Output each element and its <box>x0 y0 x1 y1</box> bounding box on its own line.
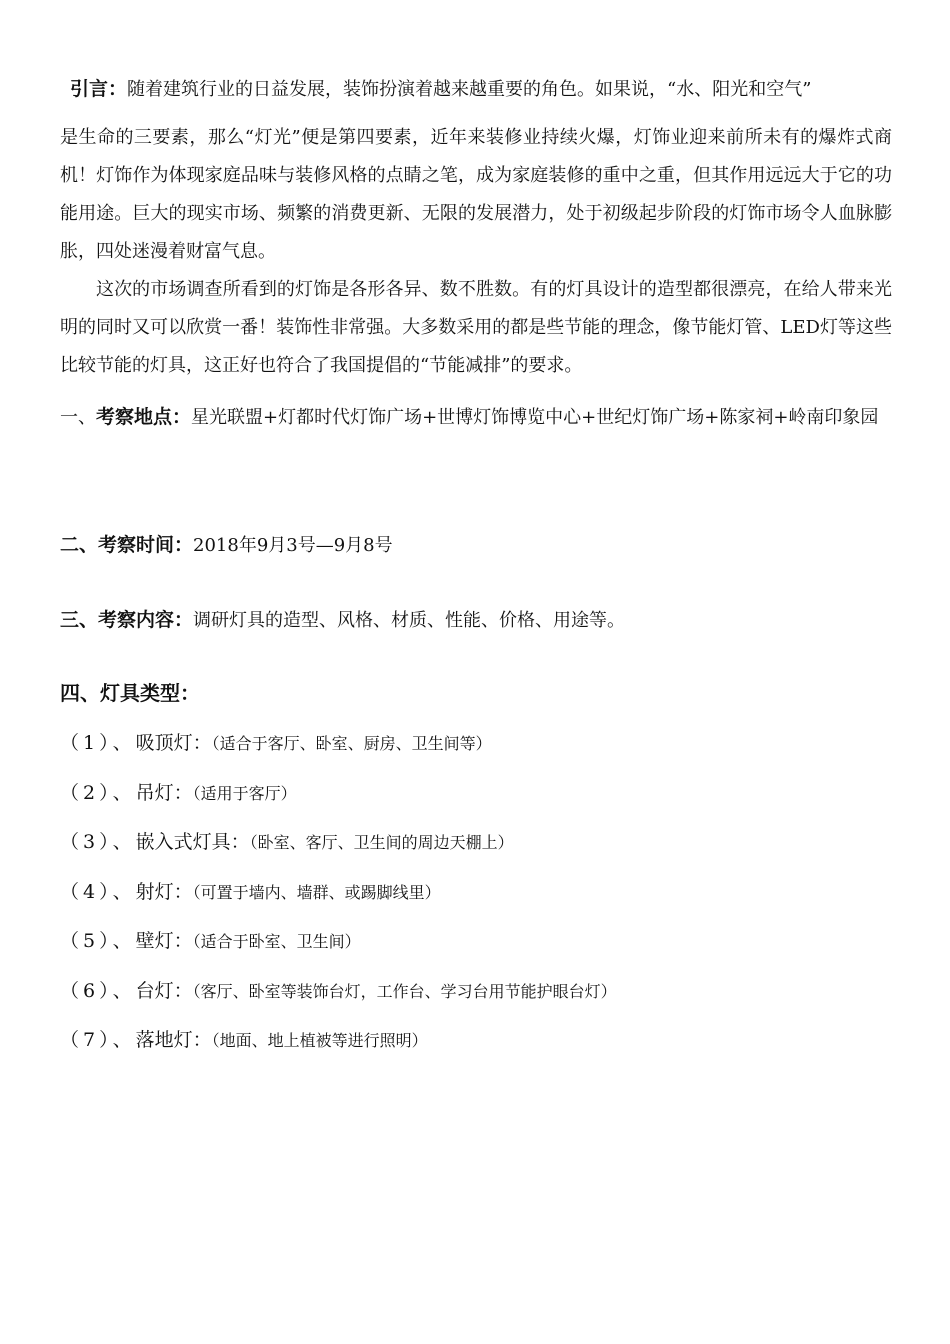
location-value: 星光联盟+灯都时代灯饰广场+世博灯饰博览中心+世纪灯饰广场+陈家祠+岭南印象园 <box>191 407 879 428</box>
section-time <box>60 527 900 564</box>
lamp-type-number: （3）、 <box>60 831 136 853</box>
lamp-type-name: 台灯： <box>135 979 193 1002</box>
lamp-type-note: （可置于墙内、墙群、或踢脚线里） <box>192 882 441 902</box>
intro-paragraph-2: 这次的市场调查所看到的灯饰是各形各异、数不胜数。有的灯具设计的造型都很漂亮，在给人带来光明的同时又可以欣赏一番！装饰性非常强。大多数采用的都是些节能的理念，像节能灯管、LED灯等这些比较节能的灯具，这正好也符合了我国提倡的“节能减排”的要求。 <box>60 279 892 376</box>
section-lamp-types <box>60 675 900 713</box>
list-item <box>60 777 900 827</box>
content-value: 调研灯具的造型、风格、材质、性能、价格、用途等。 <box>193 610 626 631</box>
lamp-type-name: 落地灯： <box>135 1029 212 1051</box>
lamp-type-note: （适合于卧室、卫生间） <box>192 932 361 951</box>
lamp-type-name: 射灯： <box>135 880 193 903</box>
intro-label: 引言： <box>70 78 128 100</box>
lamp-type-note: （客厅、卧室等装饰台灯，工作台、学习台用节能护眼台灯） <box>192 981 617 1001</box>
list-item <box>60 727 900 777</box>
lamp-type-list <box>60 727 900 1074</box>
lamp-type-number: （6）、 <box>60 979 136 1002</box>
lamp-type-note: （适合于客厅、卧室、厨房、卫生间等） <box>211 734 492 753</box>
lamp-type-name: 吸顶灯： <box>135 732 212 754</box>
intro-section <box>60 70 892 385</box>
content-label: 三、考察内容： <box>60 609 194 631</box>
list-item <box>60 975 900 1025</box>
time-label: 二、考察时间： <box>60 534 194 556</box>
lamp-type-number: （1）、 <box>60 732 136 754</box>
time-value: 2018年9月3号—9月8号 <box>193 535 393 556</box>
lamp-type-note: （地面、地上植被等进行照明） <box>211 1031 428 1050</box>
lamp-type-number: （4）、 <box>60 880 136 903</box>
intro-paragraph-1: 是生命的三要素，那么“灯光”便是第四要素，近年来装修业持续火爆，灯饰业迎来前所未有的爆炸式商机！灯饰作为体现家庭品味与装修风格的点睛之笔，成为家庭装修的重中之重，但其作用远远大于它的功能用途。巨大的现实市场、频繁的消费更新、无限的发展潜力，处于初级起步阶段的灯饰市场令人血脉膨胀，四处迷漫着财富气息。 <box>60 127 892 262</box>
list-item <box>60 876 900 926</box>
lamp-types-heading: 四、灯具类型： <box>60 681 200 705</box>
lamp-type-name: 嵌入式灯具： <box>135 831 250 853</box>
section-content <box>60 602 900 639</box>
list-item <box>60 1024 900 1074</box>
lamp-type-name: 壁灯： <box>135 930 193 952</box>
lamp-type-number: （5）、 <box>60 930 136 952</box>
lamp-type-note: （卧室、客厅、卫生间的周边天棚上） <box>249 833 514 852</box>
lamp-type-note: （适用于客厅） <box>192 783 297 803</box>
list-item <box>60 826 900 876</box>
location-prefix: 一、 <box>60 407 96 428</box>
lamp-type-number: （7）、 <box>60 1029 136 1051</box>
list-item <box>60 925 900 975</box>
lamp-type-number: （2）、 <box>60 781 136 804</box>
section-location <box>60 395 900 440</box>
intro-text-line1: 随着建筑行业的日益发展，装饰扮演着越来越重要的角色。如果说，“水、阳光和空气” <box>127 79 812 100</box>
lamp-type-name: 吊灯： <box>135 781 193 804</box>
intro-first-line <box>60 70 892 109</box>
location-label: 考察地点： <box>96 406 192 428</box>
